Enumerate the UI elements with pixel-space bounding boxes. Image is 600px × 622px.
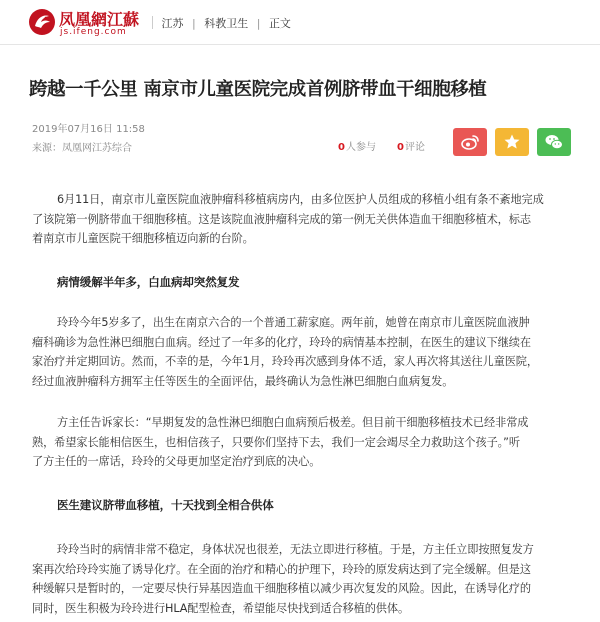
article-source: 来源：凤凰网江苏综合 (32, 143, 132, 154)
section-heading: 医生建议脐带血移植，十天找到全相合供体 (57, 498, 274, 512)
paragraph-line: 6月11日，南京市儿童医院血液肿瘤科移植病房内，由多位医护人员组成的移植小组有条不紊地完成 (57, 193, 544, 206)
paragraph-line: 案再次给玲玲实施了诱导化疗。在全面的治疗和精心的护理下，玲玲的原发病达到了完全缓解。但是这 (32, 562, 531, 576)
article-paragraph (32, 313, 577, 391)
paragraph-line: 家治疗并定期回访。然而，不幸的是，今年1月，玲玲再次感到身体不适，家人再次将其送往儿童医院， (32, 355, 538, 369)
breadcrumb-divider (152, 16, 153, 29)
phoenix-logo-icon (28, 8, 56, 36)
paragraph-line: 经过血液肿瘤科方拥军主任等医生的全面评估，最终确认为急性淋巴细胞白血病复发。 (32, 374, 454, 388)
paragraph-line: 玲玲当时的病情非常不稳定，身体状况也很差，无法立即进行移植。于是，方主任立即按照复发方 (57, 543, 534, 556)
paragraph-line: 方主任告诉家长：“早期复发的急性淋巴细胞白血病预后极差。但目前干细胞移植技术已经非常成 (57, 416, 529, 429)
paragraph-line: 种缓解只是暂时的，一定要尽快行异基因造血干细胞移植以减少再次复发的风险。因此，在诱导化疗的 (32, 582, 531, 596)
paragraph-line: 着南京市儿童医院干细胞移植迈向新的台阶。 (32, 232, 254, 246)
star-icon (502, 132, 522, 152)
breadcrumb-current: 正文 (268, 17, 291, 30)
article-paragraph (32, 190, 577, 249)
site-header (0, 0, 600, 44)
breadcrumb-separator: | (192, 17, 196, 30)
breadcrumb-science-health[interactable]: 科教卫生 (204, 17, 249, 30)
breadcrumb-separator: | (256, 17, 261, 30)
paragraph-line: 熟，希望家长能相信医生，也相信孩子，只要你们坚持下去，我们一定会竭尽全力救助这个孩子。”听 (32, 435, 520, 449)
site-logo[interactable] (28, 7, 146, 41)
header-divider (0, 44, 600, 45)
article-title: 跨越一千公里 南京市儿童医院完成首例脐带血干细胞移植 (29, 79, 487, 100)
share-wechat-button[interactable] (537, 128, 571, 156)
article-date: 2019年07月16日 11:58 (32, 124, 145, 135)
breadcrumb-jiangsu[interactable]: 江苏 (161, 17, 184, 30)
article-paragraph (32, 540, 577, 618)
participant-count[interactable] (338, 138, 376, 153)
favorite-button[interactable] (495, 128, 529, 156)
weibo-icon (460, 132, 480, 152)
participant-count-number: 0 (338, 142, 345, 153)
logo-chinese-text: 凤凰網江蘇 (59, 10, 140, 29)
comment-count-label: 评论 (404, 142, 425, 153)
comment-count-number: 0 (397, 142, 404, 153)
paragraph-line: 了方主任的一席话，玲玲的父母更加坚定治疗到底的决心。 (32, 455, 321, 469)
comment-count[interactable] (397, 138, 425, 153)
participant-count-label: 人参与 (345, 142, 376, 153)
share-weibo-button[interactable] (453, 128, 487, 156)
breadcrumb (152, 15, 291, 31)
paragraph-line: 玲玲今年5岁多了，出生在南京六合的一个普通工薪家庭。两年前，她曾在南京市儿童医院血液肿 (57, 316, 530, 329)
section-heading: 病情缓解半年多，白血病却突然复发 (57, 275, 240, 289)
article-paragraph (32, 413, 577, 472)
paragraph-line: 同时，医生积极为玲玲进行HLA配型检查，希望能尽快找到适合移植的供体。 (32, 601, 410, 615)
paragraph-line: 了该院第一例脐带血干细胞移植。这是该院血液肿瘤科完成的第一例无关供体造血干细胞移植术，标志 (32, 212, 531, 226)
wechat-icon (544, 132, 564, 152)
paragraph-line: 瘤科确诊为急性淋巴细胞白血病。经过了一年多的化疗，玲玲的病情基本控制，在医生的建议下继续在 (32, 335, 531, 349)
logo-domain-text: js.ifeng.com (60, 27, 127, 37)
